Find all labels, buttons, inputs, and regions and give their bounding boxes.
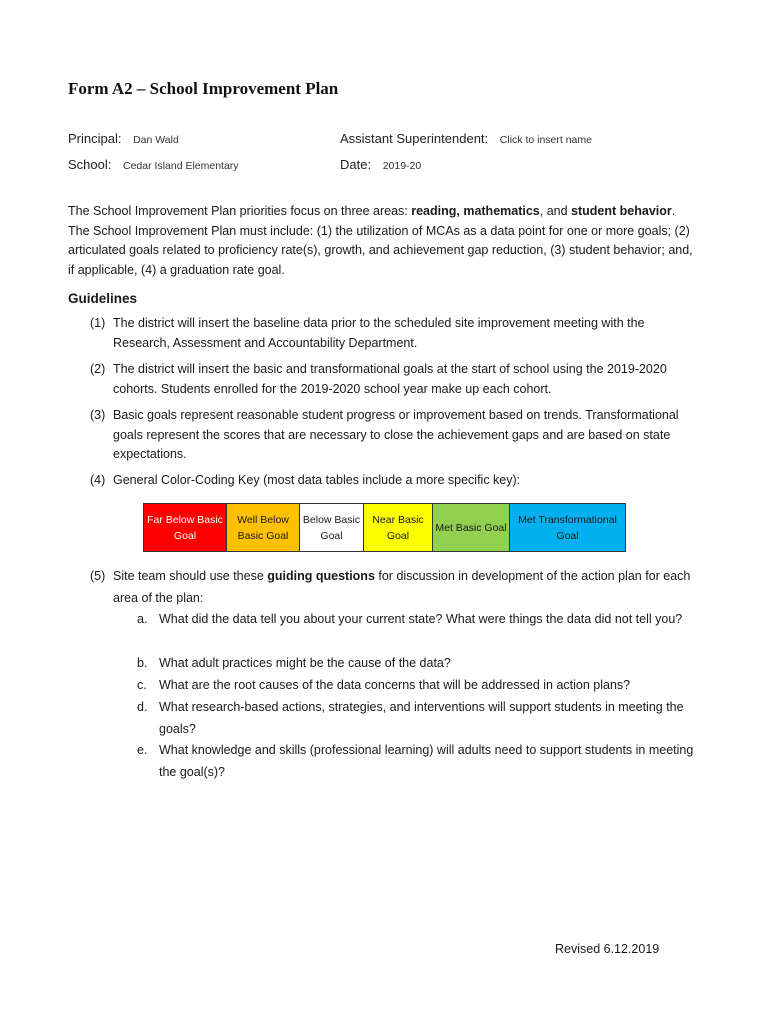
key-well-below-basic: Well Below Basic Goal bbox=[227, 504, 300, 551]
assistant-superintendent-field bbox=[340, 131, 592, 146]
principal-field bbox=[68, 131, 179, 146]
question-item bbox=[137, 697, 707, 740]
question-text: What knowledge and skills (professional learning) will adults need to support students in meeting the goal(s)? bbox=[159, 743, 694, 779]
intro-text: , and bbox=[539, 204, 572, 218]
key-met-basic: Met Basic Goal bbox=[433, 504, 510, 551]
question-letter: d. bbox=[137, 700, 148, 714]
intro-bold-subjects: reading, mathematics bbox=[411, 204, 540, 218]
guideline-number: (3) bbox=[90, 408, 106, 422]
principal-value[interactable]: Dan Wald bbox=[133, 134, 179, 146]
question-item bbox=[137, 740, 707, 783]
date-value[interactable]: 2019-20 bbox=[382, 160, 422, 172]
guideline-text bbox=[113, 566, 700, 609]
intro-text: . The School Improvement Plan must include: (1) the utilization of MCAs as a data point for one or more goals; (2) articulated goals related to proficiency rate(s), growth, and achievement gap reduction, (3) student behavior; and, if applicable, (4) a graduation rate goal. bbox=[68, 204, 693, 277]
question-item bbox=[137, 675, 707, 697]
guideline-number: (1) bbox=[90, 316, 106, 330]
school-label: School: bbox=[68, 157, 112, 172]
guideline-text: Basic goals represent reasonable student progress or improvement based on trends. Transformational goals represent the scores that are necessary to close the achievement gaps and are based on state expectations. bbox=[113, 408, 679, 461]
guideline-item bbox=[90, 360, 700, 399]
guideline-text-part: for discussion in development of the action plan for each area of the plan: bbox=[113, 569, 691, 605]
question-letter: a. bbox=[137, 612, 148, 626]
principal-label: Principal: bbox=[68, 131, 122, 146]
assistant-superintendent-value[interactable]: Click to insert name bbox=[499, 134, 592, 146]
revised-date: Revised 6.12.2019 bbox=[555, 942, 660, 956]
guideline-text: The district will insert the basic and transformational goals at the start of school using the 2019-2020 cohorts. Students enrolled for the 2019-2020 school year make up each cohort. bbox=[113, 362, 667, 396]
guideline-item bbox=[90, 314, 700, 353]
question-text: What did the data tell you about your current state? What were things the data did not tell you? bbox=[159, 612, 683, 626]
guideline-text: General Color-Coding Key (most data tables include a more specific key): bbox=[113, 473, 521, 487]
guidelines-heading: Guidelines bbox=[68, 291, 138, 306]
assistant-superintendent-label: Assistant Superintendent: bbox=[340, 131, 489, 146]
guideline-text-part: Site team should use these bbox=[113, 569, 268, 583]
question-letter: b. bbox=[137, 656, 148, 670]
question-text: What research-based actions, strategies, and interventions will support students in meeting the goals? bbox=[159, 700, 684, 736]
intro-paragraph bbox=[68, 202, 698, 280]
page-title: Form A2 – School Improvement Plan bbox=[68, 79, 339, 98]
key-below-basic: Below Basic Goal bbox=[300, 504, 364, 551]
guideline-text: The district will insert the baseline data prior to the scheduled site improvement meeting with the Research, Assessment and Accountability Department. bbox=[113, 316, 645, 350]
guideline-number: (5) bbox=[90, 569, 106, 583]
color-coding-key bbox=[143, 503, 626, 552]
key-met-transformational: Met Transformational Goal bbox=[510, 504, 625, 551]
question-item bbox=[137, 609, 707, 631]
question-text: What are the root causes of the data concerns that will be addressed in action plans? bbox=[159, 678, 631, 692]
question-item bbox=[137, 653, 707, 675]
key-near-basic: Near Basic Goal bbox=[364, 504, 433, 551]
question-letter: c. bbox=[137, 678, 147, 692]
school-value[interactable]: Cedar Island Elementary bbox=[123, 160, 239, 172]
guideline-item bbox=[90, 471, 700, 491]
guideline-item bbox=[90, 406, 700, 465]
question-text: What adult practices might be the cause of the data? bbox=[159, 656, 451, 670]
guideline-number: (2) bbox=[90, 362, 106, 376]
intro-text: The School Improvement Plan priorities focus on three areas: bbox=[68, 204, 412, 218]
question-letter: e. bbox=[137, 743, 148, 757]
guideline-item bbox=[90, 566, 700, 609]
guiding-questions-bold: guiding questions bbox=[267, 569, 375, 583]
date-field bbox=[340, 157, 421, 172]
school-field bbox=[68, 157, 239, 172]
date-label: Date: bbox=[340, 157, 372, 172]
guideline-number: (4) bbox=[90, 473, 106, 487]
key-far-below-basic: Far Below Basic Goal bbox=[144, 504, 227, 551]
intro-bold-behavior: student behavior bbox=[571, 204, 672, 218]
